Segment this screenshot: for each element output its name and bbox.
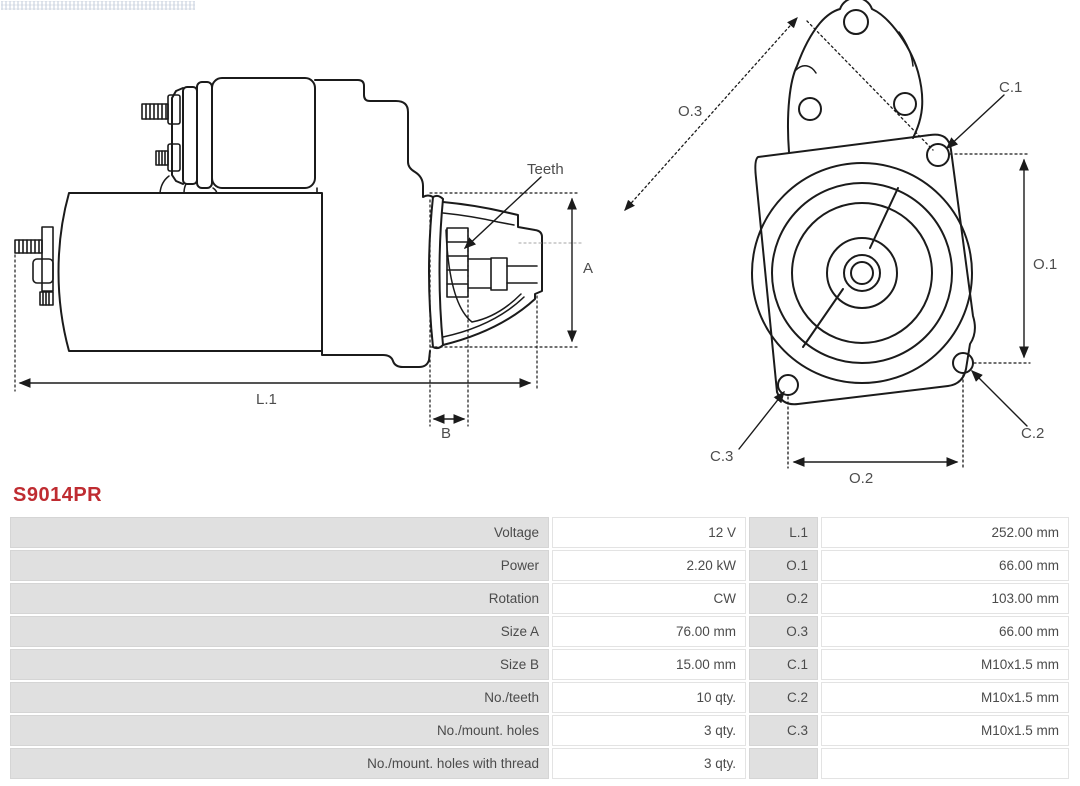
teeth-label: Teeth bbox=[527, 161, 564, 178]
spec-value-row-1: 12 V bbox=[552, 517, 746, 548]
dim-c2-label: C.2 bbox=[1021, 425, 1045, 442]
spec-label-2-row-7: C.3 bbox=[749, 715, 818, 746]
side-view-drawing bbox=[15, 78, 582, 426]
leader-c1 bbox=[947, 95, 1004, 148]
leader-c2 bbox=[972, 371, 1027, 426]
ext-line-o3-c1 bbox=[807, 21, 933, 150]
rear-boss bbox=[33, 259, 53, 283]
bell-outline bbox=[443, 202, 542, 345]
spec-value-2-row-4: 66.00 mm bbox=[821, 616, 1069, 647]
terminal-nut-upper bbox=[168, 95, 180, 124]
crown-inner-left bbox=[796, 66, 816, 73]
leader-c3 bbox=[739, 392, 784, 449]
dim-a-label: A bbox=[583, 260, 594, 277]
front-view-drawing bbox=[625, 0, 1030, 468]
spec-value-row-4: 76.00 mm bbox=[552, 616, 746, 647]
spec-table bbox=[10, 517, 1069, 779]
spec-label-2-row-1: L.1 bbox=[749, 517, 818, 548]
dim-l1-label: L.1 bbox=[256, 391, 277, 408]
dim-o2-label: O.2 bbox=[849, 470, 874, 487]
spec-label-2-row-3: O.2 bbox=[749, 583, 818, 614]
crown-left-hole bbox=[799, 98, 821, 120]
part-number: S9014PR bbox=[13, 484, 103, 506]
hole-c2 bbox=[953, 353, 973, 373]
spec-value-2-row-6: M10x1.5 mm bbox=[821, 682, 1069, 713]
radial-line-upper bbox=[870, 188, 898, 248]
spec-value-2-row-2: 66.00 mm bbox=[821, 550, 1069, 581]
spec-label-row-7: No./mount. holes bbox=[10, 715, 549, 746]
spec-label-2-row-8 bbox=[749, 748, 818, 779]
spec-label-row-1: Voltage bbox=[10, 517, 549, 548]
spec-value-row-3: CW bbox=[552, 583, 746, 614]
dim-o3-label: O.3 bbox=[678, 103, 703, 120]
dim-o1-label: O.1 bbox=[1033, 256, 1058, 273]
crown-top-hole bbox=[844, 10, 868, 34]
spec-label-row-2: Power bbox=[10, 550, 549, 581]
motor-body bbox=[59, 193, 323, 351]
spec-value-2-row-7: M10x1.5 mm bbox=[821, 715, 1069, 746]
pinion-gear bbox=[447, 228, 468, 297]
spec-value-row-2: 2.20 kW bbox=[552, 550, 746, 581]
bell-mount-face bbox=[429, 196, 443, 348]
shaft-and-nut bbox=[468, 258, 537, 290]
terminal-nut-lower bbox=[168, 144, 180, 171]
dim-b-label: B bbox=[441, 425, 452, 442]
teeth-leader-line bbox=[465, 177, 541, 248]
housing-top-profile bbox=[315, 80, 433, 197]
spec-value-2-row-3: 103.00 mm bbox=[821, 583, 1069, 614]
spec-label-row-8: No./mount. holes with thread bbox=[10, 748, 549, 779]
solenoid-ring-2 bbox=[183, 87, 197, 184]
spec-value-row-5: 15.00 mm bbox=[552, 649, 746, 680]
spec-value-row-8: 3 qty. bbox=[552, 748, 746, 779]
spec-label-2-row-2: O.1 bbox=[749, 550, 818, 581]
spec-value-2-row-8 bbox=[821, 748, 1069, 779]
spec-value-2-row-1: 252.00 mm bbox=[821, 517, 1069, 548]
housing-bottom-profile bbox=[322, 351, 430, 367]
hole-c3 bbox=[778, 375, 798, 395]
solenoid-ring-1 bbox=[197, 82, 212, 188]
concentric-circles bbox=[752, 163, 972, 383]
spec-label-row-6: No./teeth bbox=[10, 682, 549, 713]
solenoid-body bbox=[212, 78, 315, 188]
spec-label-2-row-5: C.1 bbox=[749, 649, 818, 680]
spec-label-2-row-4: O.3 bbox=[749, 616, 818, 647]
spec-label-row-5: Size B bbox=[10, 649, 549, 680]
solenoid-cap bbox=[172, 88, 183, 184]
spec-value-row-6: 10 qty. bbox=[552, 682, 746, 713]
spec-value-2-row-5: M10x1.5 mm bbox=[821, 649, 1069, 680]
crown-right-hole bbox=[894, 93, 916, 115]
dim-c1-label: C.1 bbox=[999, 79, 1023, 96]
dim-line-o3 bbox=[625, 18, 797, 210]
spec-label-2-row-6: C.2 bbox=[749, 682, 818, 713]
spec-value-row-7: 3 qty. bbox=[552, 715, 746, 746]
spec-label-row-3: Rotation bbox=[10, 583, 549, 614]
dim-c3-label: C.3 bbox=[710, 448, 734, 465]
spec-label-row-4: Size A bbox=[10, 616, 549, 647]
